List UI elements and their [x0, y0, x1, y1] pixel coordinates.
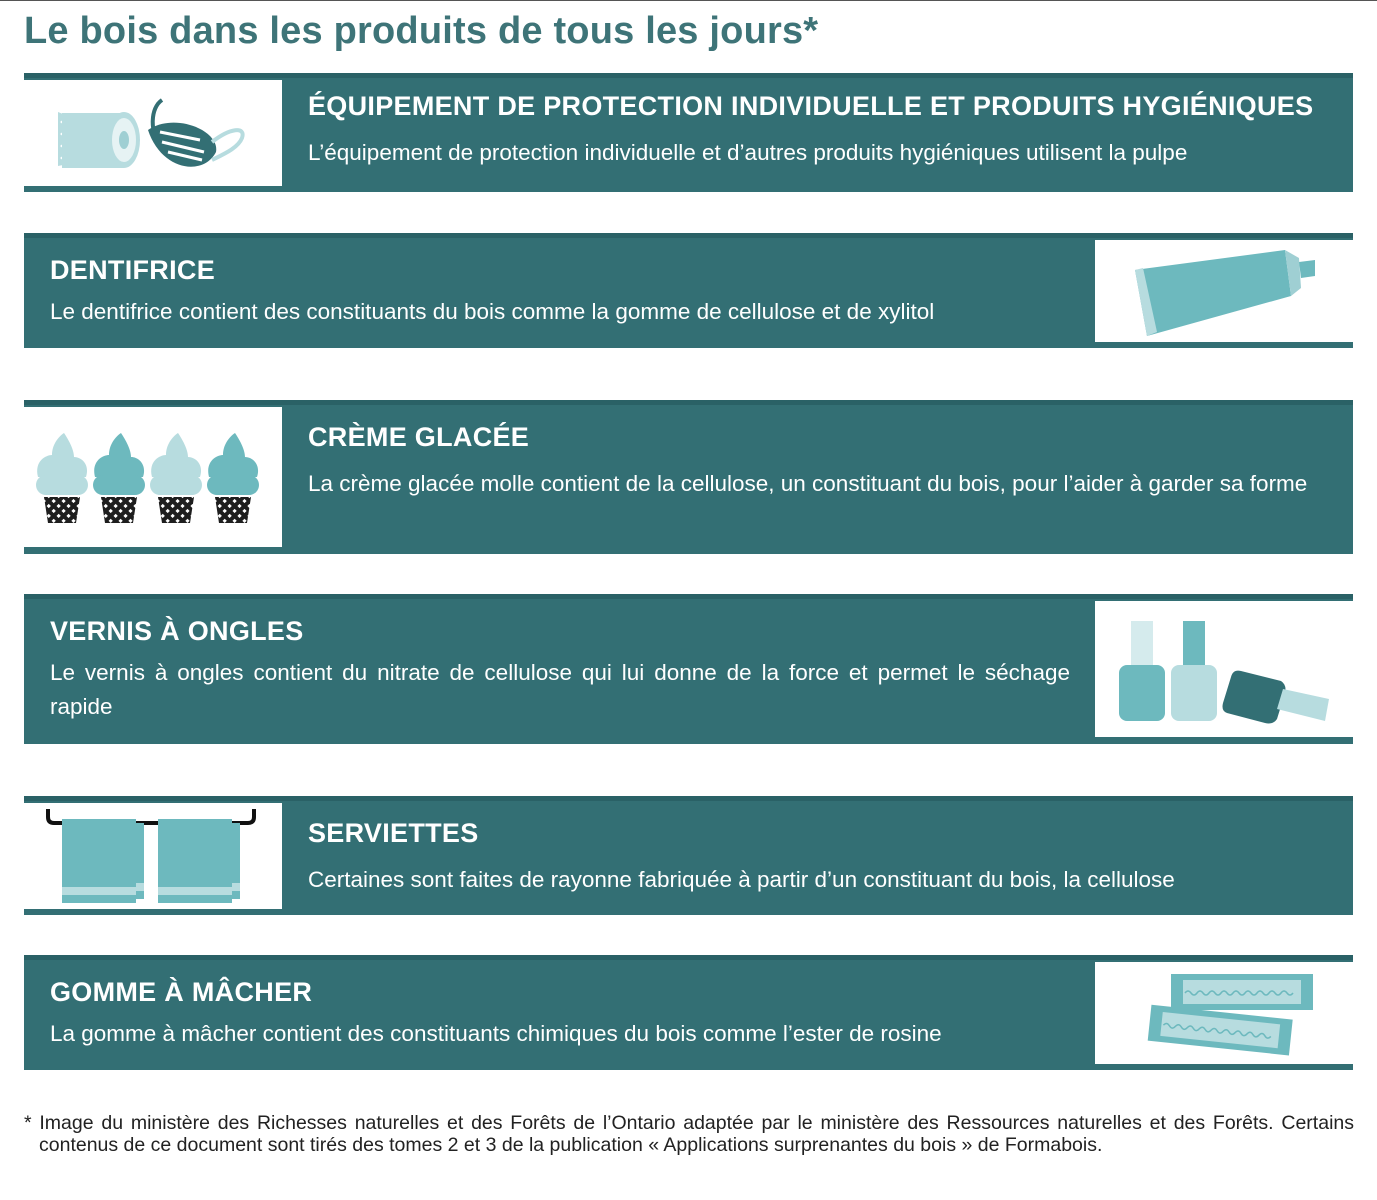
chewing-gum-sticks-icon [1095, 962, 1353, 1064]
toothpaste-heading: DENTIFRICE [50, 255, 215, 285]
towels-on-rack-icon [24, 803, 282, 909]
ppe-image [24, 80, 282, 186]
section-toothpaste [24, 233, 1353, 348]
nail-polish-image [1095, 601, 1353, 737]
towels-description: Certaines sont faites de rayonne fabriquée à partir d’un constituant du bois, la cellulose [308, 867, 1175, 892]
chewing-gum-description: La gomme à mâcher contient des constituants chimiques du bois comme l’ester de rosine [50, 1021, 942, 1046]
ice-cream-image [24, 407, 282, 547]
nail-polish-bottles-icon [1095, 601, 1353, 737]
towels-heading: SERVIETTES [308, 818, 479, 848]
section-chewing-gum [24, 955, 1353, 1070]
top-rule [0, 0, 1377, 1]
chewing-gum-image [1095, 962, 1353, 1064]
ice-cream-description: La crème glacée molle contient de la cellulose, un constituant du bois, pour l’aider à garder sa forme [308, 471, 1308, 496]
nail-polish-heading: VERNIS À ONGLES [50, 616, 304, 646]
nail-polish-description: Le vernis à ongles contient du nitrate de cellulose qui lui donne de la force et permet le séchage rapide [50, 660, 1070, 719]
toilet-paper-and-mask-icon [24, 80, 282, 186]
footnote: * Image du ministère des Richesses naturelles et des Forêts de l’Ontario adaptée par le ministère des Ressources naturelles et des Forêts. Certains contenus de ce document sont tirés des tomes 2 et 3 de la publication « Applications surprenantes du bois » de Formabois. [24, 1112, 1354, 1156]
section-towels [24, 796, 1353, 915]
section-nail-polish [24, 594, 1353, 744]
chewing-gum-heading: GOMME À MÂCHER [50, 977, 313, 1007]
toothpaste-tube-icon [1095, 240, 1353, 342]
section-ice-cream [24, 400, 1353, 554]
ice-cream-heading: CRÈME GLACÉE [308, 422, 530, 452]
toothpaste-description: Le dentifrice contient des constituants du bois comme la gomme de cellulose et de xylitol [50, 299, 935, 324]
page-title: Le bois dans les produits de tous les jours* [24, 10, 819, 52]
ppe-heading: ÉQUIPEMENT DE PROTECTION INDIVIDUELLE ET PRODUITS HYGIÉNIQUES [308, 91, 1314, 121]
ice-cream-cones-icon [24, 407, 282, 547]
toothpaste-image [1095, 240, 1353, 342]
section-ppe [24, 73, 1353, 192]
towels-image [24, 803, 282, 909]
ppe-description: L’équipement de protection individuelle et d’autres produits hygiéniques utilisent la pulpe [308, 140, 1188, 165]
